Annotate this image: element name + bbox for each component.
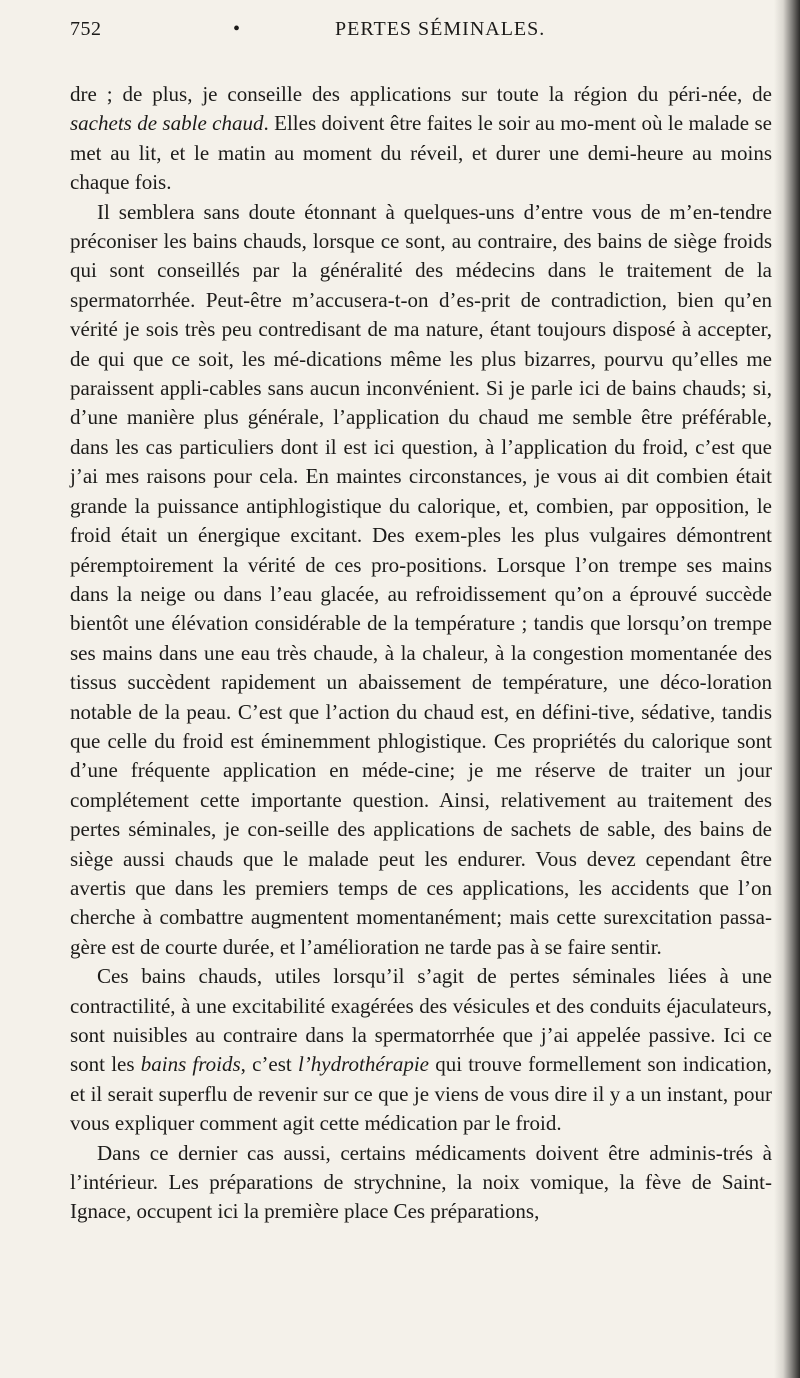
page-number: 752 [70, 18, 102, 40]
paragraph-3 [70, 962, 772, 1138]
paragraph-1-text-b: . Elles doivent être faites le soir au mo-ment où le malade se met au lit, et le matin au moment du réveil, et durer une demi-heure au moins chaque fois. [70, 111, 772, 195]
paragraph-3-text-a: Ces bains chauds, utiles lorsqu’il s’agit de pertes séminales liées à une contractilité, à une excitabilité exagérées des vésicules et des conduits éjaculateurs, sont nuisibles au contraire dans la spermatorrhée que j’ai appelée passive. Ici ce sont les [70, 964, 772, 1077]
paragraph-1-text-a: dre ; de plus, je conseille des applications sur toute la région du péri-née, de [70, 82, 772, 106]
page-edge-shadow [774, 0, 800, 1378]
paragraph-1-emphasis: sachets de sable chaud [70, 111, 264, 136]
header-separator: • [233, 18, 241, 40]
paragraph-3-text-c: qui trouve formellement son indication, et il serait superflu de revenir sur ce que je viens de vous dire il y a un instant, pour vous expliquer comment agit cette médication par le froid. [70, 1052, 772, 1136]
body-text [70, 80, 772, 1227]
paragraph-1 [70, 80, 772, 198]
paragraph-2: Il semblera sans doute étonnant à quelques-uns d’entre vous de m’en-tendre préconiser les bains chauds, lorsque ce sont, au contraire, des bains de siège froids qui sont conseillés par la généralité des médecins dans le traitement de la spermatorrhée. Peut-être m’accusera-t-on d’es-prit de contradiction, bien qu’en vérité je sois très peu contredisant de ma nature, étant toujours disposé à accepter, de qui que ce soit, les mé-dications même les plus bizarres, pourvu qu’elles me paraissent appli-cables sans aucun inconvénient. Si je parle ici de bains chauds; si, d’une manière plus générale, l’application du chaud me semble être préférable, dans les cas particuliers dont il est ici question, à l’application du froid, c’est que j’ai mes raisons pour cela. En maintes circonstances, je vous ai dit combien était grande la puissance antiphlogistique du calorique, et, combien, par opposition, le froid était un énergique excitant. Des exem-ples les plus vulgaires démontrent péremptoirement la vérité de ces pro-positions. Lorsque l’on trempe ses mains dans la neige ou dans l’eau glacée, au refroidissement qu’on a éprouvé succède bientôt une élévation considérable de la température ; tandis que lorsqu’on trempe ses mains dans une eau très chaude, à la chaleur, à la congestion momentanée des tissus succèdent rapidement un abaissement de température, une déco-loration notable de la peau. C’est que l’action du chaud est, en défini-tive, sédative, tandis que celle du froid est éminemment phlogistique. Ces propriétés du calorique sont d’une fréquente application en méde-cine; je me réserve de traiter un jour complétement cette importante question. Ainsi, relativement au traitement des pertes séminales, je con-seille des applications de sachets de sable, des bains de siège aussi chauds que le malade peut les endurer. Vous devez cependant être avertis que dans les premiers temps de ces applications, les accidents que l’on cherche à combattre augmentent momentanément; mais cette surexcitation passa-gère est de courte durée, et l’amélioration ne tarde pas à se faire sentir. [70, 199, 772, 959]
paragraph-3-emphasis-2: l’hydrothérapie [297, 1052, 429, 1077]
paragraph-4: Dans ce dernier cas aussi, certains médicaments doivent être adminis-trés à l’intérieur. Les préparations de strychnine, la noix vomique, la fève de Saint-Ignace, occupent ici la première place Ces préparations, [70, 1140, 772, 1224]
paragraph-3-emphasis-1: bains froids [140, 1052, 241, 1077]
paragraph-3-text-b: , c’est [240, 1052, 298, 1077]
page-header [70, 18, 770, 48]
running-title: PERTES SÉMINALES. [335, 18, 546, 40]
